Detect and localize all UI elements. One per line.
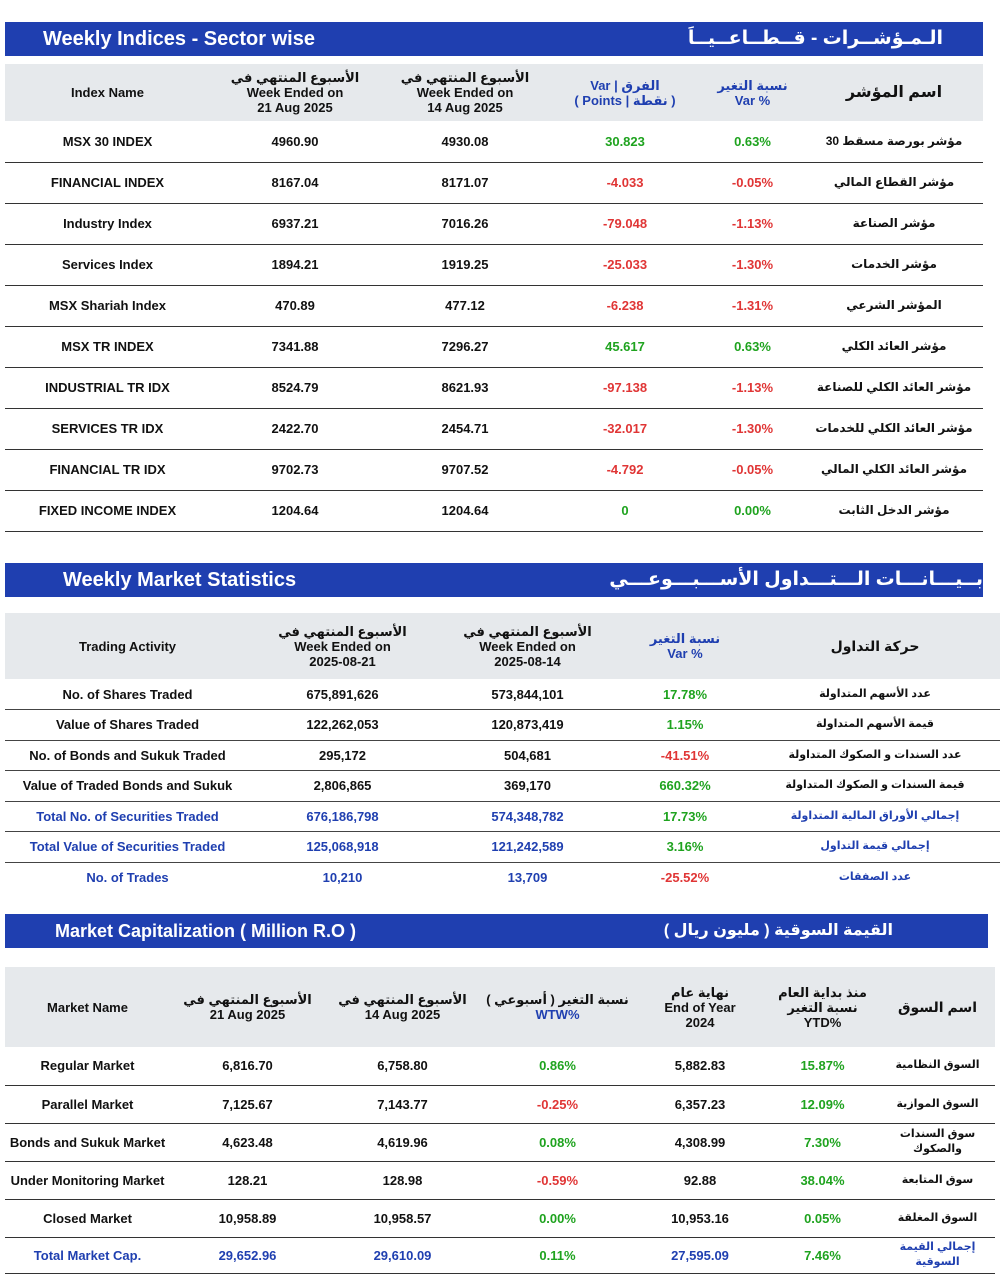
market-eoy-value: 5,882.83 <box>674 1058 726 1074</box>
market-row <box>5 1047 995 1085</box>
cap-title-ar: القيمة السوقية ( مليون ريال ) <box>663 922 893 939</box>
index-week1-value: 8167.04 <box>271 175 319 190</box>
index-row <box>5 490 983 531</box>
stats-week1-value: 10,210 <box>322 870 363 885</box>
header-stats-week1: الأسبوع المنتهي في Week Ended on 2025-08-21 <box>278 623 407 669</box>
market-wtw-pct: 0.11% <box>539 1247 576 1263</box>
market-name-ar: سوق المتابعة <box>901 1173 974 1186</box>
index-week2-value: 2454.71 <box>441 421 489 436</box>
cap-header-row <box>5 967 995 1047</box>
market-ytd-pct: 15.87% <box>800 1058 845 1074</box>
index-week2-value: 8621.93 <box>441 380 489 395</box>
index-name-ar: مؤشر الصناعة <box>852 216 936 230</box>
stats-var-pct: 17.73% <box>662 808 708 824</box>
stats-week2-value: 13,709 <box>507 870 548 885</box>
market-ytd-pct: 7.46% <box>804 1247 841 1263</box>
stats-banner <box>5 563 983 597</box>
index-var-points: 45.617 <box>605 339 645 354</box>
stats-week2-value: 574,348,782 <box>491 808 564 824</box>
header-wtw: نسبة التغير ( أسبوعي ) WTW% <box>486 992 629 1022</box>
stats-row <box>5 862 1000 893</box>
header-cap-week2: الأسبوع المنتهي في 14 Aug 2025 <box>338 992 467 1022</box>
market-name: Parallel Market <box>41 1096 134 1112</box>
index-name-ar: مؤشر الخدمات <box>851 257 937 271</box>
index-row <box>5 408 983 449</box>
stats-activity-name-ar: عدد السندات و الصكوك المتداولة <box>788 748 962 761</box>
market-eoy-value: 92.88 <box>683 1172 717 1188</box>
index-var-points: -25.033 <box>602 257 648 272</box>
cap-table-wrap <box>5 967 995 1274</box>
market-eoy-value: 10,953.16 <box>671 1210 729 1226</box>
stats-table-wrap <box>5 613 1000 893</box>
stats-week1-value: 122,262,053 <box>306 717 379 733</box>
index-name: Industry Index <box>63 216 152 231</box>
index-var-pct: -1.13% <box>731 216 774 231</box>
index-var-points: -79.048 <box>602 216 648 231</box>
index-name-ar: مؤشر العائد الكلي للخدمات <box>815 421 973 435</box>
market-week1-value: 29,652.96 <box>218 1247 277 1263</box>
market-name: Closed Market <box>43 1210 132 1226</box>
index-var-pct: 0.63% <box>734 133 771 149</box>
index-var-pct: -1.30% <box>731 257 774 272</box>
index-var-points: -4.792 <box>606 462 644 477</box>
index-var-pct: -0.05% <box>731 462 774 477</box>
stats-row <box>5 740 1000 771</box>
index-var-pct: -1.13% <box>731 380 774 395</box>
stats-row <box>5 832 1000 863</box>
index-name: MSX 30 INDEX <box>62 133 153 149</box>
indices-header-row <box>5 64 983 121</box>
header-trading-activity: Trading Activity <box>78 638 177 654</box>
cap-title-en: Market Capitalization ( Million R.O ) <box>55 921 357 941</box>
market-week2-value: 7,143.77 <box>377 1096 428 1112</box>
market-wtw-pct: -0.59% <box>536 1172 579 1188</box>
market-row <box>5 1123 995 1161</box>
index-name: INDUSTRIAL TR IDX <box>45 380 170 395</box>
header-index-name-ar: اسم المؤشر <box>845 84 943 101</box>
stats-row <box>5 679 1000 710</box>
index-name-ar: مؤشر العائد الكلي المالي <box>820 462 967 476</box>
stats-activity-name-ar: إجمالي الأوراق المالية المتداولة <box>790 809 960 822</box>
index-week1-value: 470.89 <box>275 298 315 313</box>
stats-week2-value: 504,681 <box>504 747 551 763</box>
header-index-name: Index Name <box>71 85 144 100</box>
header-eoy: نهاية عام End of Year 2024 <box>664 984 736 1030</box>
stats-activity-name-ar: قيمة السندات و الصكوك المتداولة <box>785 779 965 792</box>
stats-activity-name: No. of Bonds and Sukuk Traded <box>29 747 226 763</box>
stats-row <box>5 801 1000 832</box>
header-market-name: Market Name <box>47 999 128 1015</box>
market-wtw-pct: 0.08% <box>539 1134 576 1150</box>
market-eoy-value: 6,357.23 <box>674 1096 726 1112</box>
index-week2-value: 8171.07 <box>441 175 489 190</box>
index-var-points: 0 <box>621 503 629 518</box>
stats-week1-value: 675,891,626 <box>306 686 379 702</box>
index-week2-value: 9707.52 <box>441 462 489 477</box>
stats-week1-value: 125,068,918 <box>306 839 379 855</box>
market-row <box>5 1237 995 1273</box>
index-row <box>5 367 983 408</box>
index-var-pct: 0.63% <box>734 339 771 354</box>
market-week1-value: 6,816.70 <box>222 1058 273 1074</box>
stats-var-pct: -41.51% <box>660 747 710 763</box>
header-stats-week2: الأسبوع المنتهي في Week Ended on 2025-08-14 <box>463 623 592 669</box>
market-week2-value: 10,958.57 <box>373 1210 432 1226</box>
index-week2-value: 477.12 <box>445 298 485 313</box>
stats-row <box>5 710 1000 741</box>
stats-activity-name-ar: إجمالي قيمة التداول <box>820 840 930 853</box>
stats-week2-value: 120,873,419 <box>491 717 564 733</box>
index-row <box>5 244 983 285</box>
indices-title-ar: الـمـؤشــرات - قــطــاعــيــاَ <box>687 28 943 49</box>
market-week1-value: 10,958.89 <box>218 1210 277 1226</box>
header-cap-week1: الأسبوع المنتهي في 21 Aug 2025 <box>183 992 312 1022</box>
index-name: FIXED INCOME INDEX <box>38 503 177 518</box>
index-var-points: 30.823 <box>605 133 645 149</box>
market-name: Under Monitoring Market <box>10 1172 165 1188</box>
index-name-ar: مؤشر بورصة مسقط 30 <box>825 133 963 148</box>
index-name: SERVICES TR IDX <box>51 421 164 436</box>
stats-var-pct: 17.78% <box>662 686 708 702</box>
index-name: Services Index <box>61 257 154 272</box>
index-week1-value: 8524.79 <box>271 380 319 395</box>
index-name-ar: المؤشر الشرعي <box>846 298 942 312</box>
index-week1-value: 6937.21 <box>271 216 319 231</box>
market-ytd-pct: 12.09% <box>800 1096 845 1112</box>
market-week2-value: 128.98 <box>382 1172 423 1188</box>
market-name-ar: السوق المغلقة <box>897 1211 978 1224</box>
index-week1-value: 7341.88 <box>271 339 319 354</box>
cap-table <box>5 967 995 1274</box>
market-week1-value: 128.21 <box>227 1172 268 1188</box>
index-row <box>5 121 983 162</box>
index-week1-value: 4960.90 <box>271 133 319 149</box>
stats-header-row <box>5 613 1000 679</box>
stats-week2-value: 573,844,101 <box>491 686 564 702</box>
index-week1-value: 1894.21 <box>271 257 319 272</box>
market-ytd-pct: 7.30% <box>804 1134 841 1150</box>
header-trading-activity-ar: حركة التداول <box>830 637 920 654</box>
market-week2-value: 29,610.09 <box>373 1247 432 1263</box>
index-row <box>5 203 983 244</box>
market-week1-value: 7,125.67 <box>222 1096 273 1112</box>
index-var-points: -32.017 <box>602 421 648 436</box>
stats-activity-name: Value of Shares Traded <box>55 717 200 733</box>
stats-activity-name-ar: عدد الأسهم المتداولة <box>819 687 931 700</box>
stats-activity-name-ar: قيمة الأسهم المتداولة <box>815 718 935 731</box>
header-var-pct: نسبة التغير Var % <box>717 77 788 108</box>
indices-table <box>5 64 983 532</box>
stats-activity-name: Total No. of Securities Traded <box>36 808 219 824</box>
stats-week1-value: 676,186,798 <box>306 808 379 824</box>
market-row <box>5 1199 995 1237</box>
stats-week1-value: 295,172 <box>319 747 366 763</box>
stats-var-pct: -25.52% <box>660 870 710 885</box>
index-name: FINANCIAL TR IDX <box>49 462 166 477</box>
index-week2-value: 1204.64 <box>441 503 489 518</box>
indices-banner <box>5 22 983 56</box>
index-var-points: -4.033 <box>606 175 644 190</box>
index-week2-value: 1919.25 <box>441 257 489 272</box>
market-wtw-pct: 0.86% <box>539 1058 576 1074</box>
header-ytd: منذ بداية العام نسبة التغير YTD% <box>778 984 867 1030</box>
index-row <box>5 449 983 490</box>
stats-week1-value: 2,806,865 <box>313 778 372 794</box>
index-name-ar: مؤشر العائد الكلي للصناعة <box>816 380 972 394</box>
index-var-pct: -1.31% <box>731 298 774 313</box>
indices-title-en: Weekly Indices - Sector wise <box>43 28 315 50</box>
market-ytd-pct: 38.04% <box>800 1172 845 1188</box>
index-name: MSX Shariah Index <box>48 298 167 313</box>
stats-week2-value: 369,170 <box>504 778 551 794</box>
market-name: Total Market Cap. <box>33 1247 142 1263</box>
stats-title-en: Weekly Market Statistics <box>63 569 297 591</box>
index-row <box>5 326 983 367</box>
header-market-name-ar: اسم السوق <box>897 998 978 1015</box>
market-name-ar: سوق السندات والصكوك <box>899 1128 976 1155</box>
index-week2-value: 7016.26 <box>441 216 489 231</box>
index-var-pct: -1.30% <box>731 421 774 436</box>
cap-banner <box>5 914 988 948</box>
index-var-pct: -0.05% <box>731 175 774 190</box>
market-week1-value: 4,623.48 <box>222 1134 273 1150</box>
market-name-ar: إجمالي القيمة السوقية <box>899 1241 976 1268</box>
index-week1-value: 9702.73 <box>271 462 319 477</box>
market-week2-value: 6,758.80 <box>377 1058 428 1074</box>
index-week2-value: 7296.27 <box>441 339 489 354</box>
stats-var-pct: 1.15% <box>666 717 704 733</box>
market-row <box>5 1085 995 1123</box>
stats-activity-name: Value of Traded Bonds and Sukuk <box>22 778 233 794</box>
index-name-ar: مؤشر العائد الكلي <box>841 339 947 353</box>
market-week2-value: 4,619.96 <box>377 1134 428 1150</box>
market-name-ar: السوق النظامية <box>895 1059 980 1072</box>
market-ytd-pct: 0.05% <box>804 1210 841 1226</box>
header-week2: الأسبوع المنتهي في Week Ended on 14 Aug 2025 <box>400 70 530 115</box>
market-eoy-value: 4,308.99 <box>674 1134 726 1150</box>
market-wtw-pct: 0.00% <box>539 1210 576 1226</box>
stats-activity-name-ar: عدد الصفقات <box>838 871 912 883</box>
stats-activity-name: Total Value of Securities Traded <box>29 839 226 855</box>
index-var-pct: 0.00% <box>734 503 771 518</box>
index-name: FINANCIAL INDEX <box>50 175 165 190</box>
stats-table <box>5 613 1000 893</box>
market-name: Bonds and Sukuk Market <box>9 1134 166 1150</box>
index-row <box>5 162 983 203</box>
stats-activity-name: No. of Shares Traded <box>62 686 193 702</box>
market-name-ar: السوق الموازية <box>896 1097 979 1110</box>
stats-week2-value: 121,242,589 <box>491 839 564 855</box>
market-name: Regular Market <box>40 1058 135 1074</box>
indices-table-wrap <box>5 64 983 532</box>
index-name: MSX TR INDEX <box>61 339 154 354</box>
stats-row <box>5 771 1000 802</box>
header-var-points: Var | الفرق ( Points | نقطة ) <box>574 77 676 108</box>
stats-title-ar: بــيـــانـــات الـــتـــداول الأســـبـــوعـــي <box>609 569 983 590</box>
index-name-ar: مؤشر الدخل الثابت <box>838 503 950 517</box>
header-week1: الأسبوع المنتهي في Week Ended on 21 Aug 2025 <box>230 70 360 115</box>
market-eoy-value: 27,595.09 <box>671 1247 729 1263</box>
stats-var-pct: 3.16% <box>666 839 704 855</box>
index-week1-value: 2422.70 <box>271 421 319 436</box>
stats-var-pct: 660.32% <box>659 778 711 794</box>
index-row <box>5 285 983 326</box>
index-name-ar: مؤشر القطاع المالي <box>833 175 955 189</box>
index-var-points: -6.238 <box>606 298 644 313</box>
index-week2-value: 4930.08 <box>441 133 489 149</box>
stats-activity-name: No. of Trades <box>86 870 169 885</box>
market-row <box>5 1161 995 1199</box>
index-week1-value: 1204.64 <box>271 503 319 518</box>
index-var-points: -97.138 <box>602 380 648 395</box>
header-stats-pct: نسبة التغير Var % <box>649 631 721 661</box>
market-wtw-pct: -0.25% <box>536 1096 579 1112</box>
